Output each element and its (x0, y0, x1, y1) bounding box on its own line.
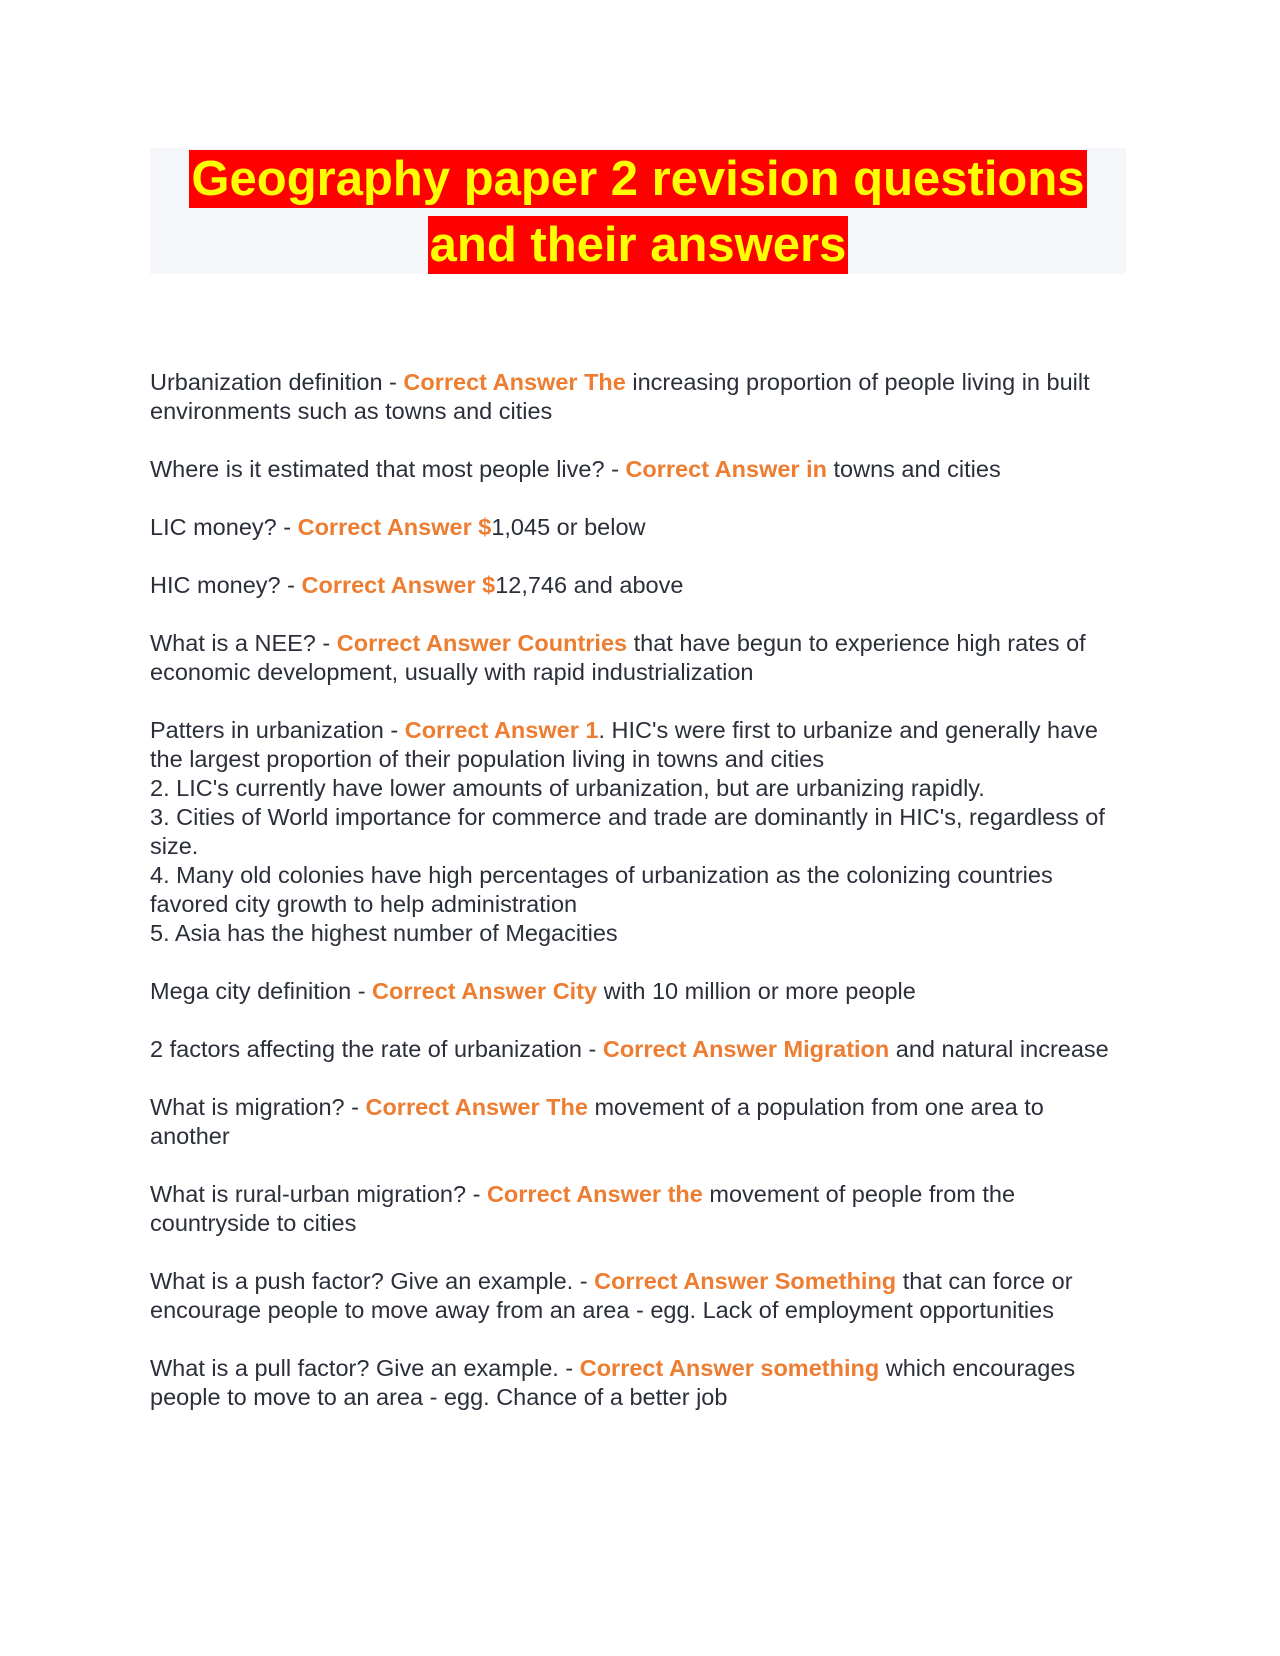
title-line-2: and their answers (429, 218, 847, 272)
qa-item (150, 1180, 1130, 1238)
qa-item (150, 368, 1130, 426)
correct-answer-label: Correct Answer Countries (336, 630, 628, 656)
question: What is rural-urban migration? - (150, 1181, 487, 1207)
question: What is a NEE? - (150, 630, 337, 656)
question: HIC money? - (150, 572, 302, 598)
list-point-4: 4. Many old colonies have high percentages of urbanization as the colonizing countries favored city growth to help administration (150, 862, 1053, 917)
question: LIC money? - (150, 514, 298, 540)
qa-item (150, 629, 1130, 687)
answer: movement of people from the countryside to cities (150, 1181, 1016, 1236)
answer: increasing proportion of people living in built environments such as towns and cities (150, 369, 1090, 424)
question: 2 factors affecting the rate of urbanization - (150, 1036, 603, 1062)
qa-list (150, 368, 1130, 1441)
title-banner (150, 148, 1126, 274)
correct-answer-label: Correct Answer Migration (602, 1036, 890, 1062)
qa-item (150, 513, 1130, 542)
list-point-5: 5. Asia has the highest number of Megacities (150, 920, 618, 946)
correct-answer-label: Correct Answer $ (301, 572, 496, 598)
correct-answer-label: Correct Answer Something (594, 1268, 897, 1294)
qa-item (150, 977, 1130, 1006)
qa-item (150, 1354, 1130, 1412)
qa-item (150, 1267, 1130, 1325)
qa-item (150, 1093, 1130, 1151)
question: What is a push factor? Give an example. - (150, 1268, 595, 1294)
question: Where is it estimated that most people live? - (150, 456, 626, 482)
answer: that have begun to experience high rates of economic development, usually with rapid industrialization (150, 630, 1086, 685)
correct-answer-label: Correct Answer the (486, 1181, 703, 1207)
question: What is a pull factor? Give an example. - (150, 1355, 580, 1381)
question: Mega city definition - (150, 978, 373, 1004)
answer: 1,045 or below (491, 514, 646, 540)
answer: movement of a population from one area to another (150, 1094, 1044, 1149)
qa-item (150, 716, 1130, 948)
correct-answer-label: Correct Answer something (579, 1355, 880, 1381)
correct-answer-label: Correct Answer The (365, 1094, 588, 1120)
qa-item (150, 571, 1130, 600)
question: What is migration? - (150, 1094, 366, 1120)
list-point-2: 2. LIC's currently have lower amounts of urbanization, but are urbanizing rapidly. (150, 775, 985, 801)
answer: and natural increase (889, 1036, 1109, 1062)
correct-answer-label: Correct Answer $ (297, 514, 492, 540)
correct-answer-label: Correct Answer The (403, 369, 626, 395)
answer: which encourages people to move to an area - egg. Chance of a better job (150, 1355, 1076, 1410)
qa-item (150, 1035, 1130, 1064)
question: Urbanization definition - (150, 369, 404, 395)
correct-answer-label: Correct Answer City (372, 978, 598, 1004)
title-line-1: Geography paper 2 revision questions (191, 152, 1085, 206)
list-point-3: 3. Cities of World importance for commerce and trade are dominantly in HIC's, regardless of size. (150, 804, 1105, 859)
answer: 12,746 and above (495, 572, 684, 598)
correct-answer-label: Correct Answer 1 (404, 717, 599, 743)
answer: towns and cities (826, 456, 1001, 482)
qa-item (150, 455, 1130, 484)
answer: that can force or encourage people to move away from an area - egg. Lack of employment opportunities (150, 1268, 1073, 1323)
question: Patters in urbanization - (150, 717, 405, 743)
answer: with 10 million or more people (597, 978, 916, 1004)
answer: . HIC's were first to urbanize and generally have the largest proportion of their population living in towns and cities (150, 717, 1098, 772)
correct-answer-label: Correct Answer in (625, 456, 827, 482)
